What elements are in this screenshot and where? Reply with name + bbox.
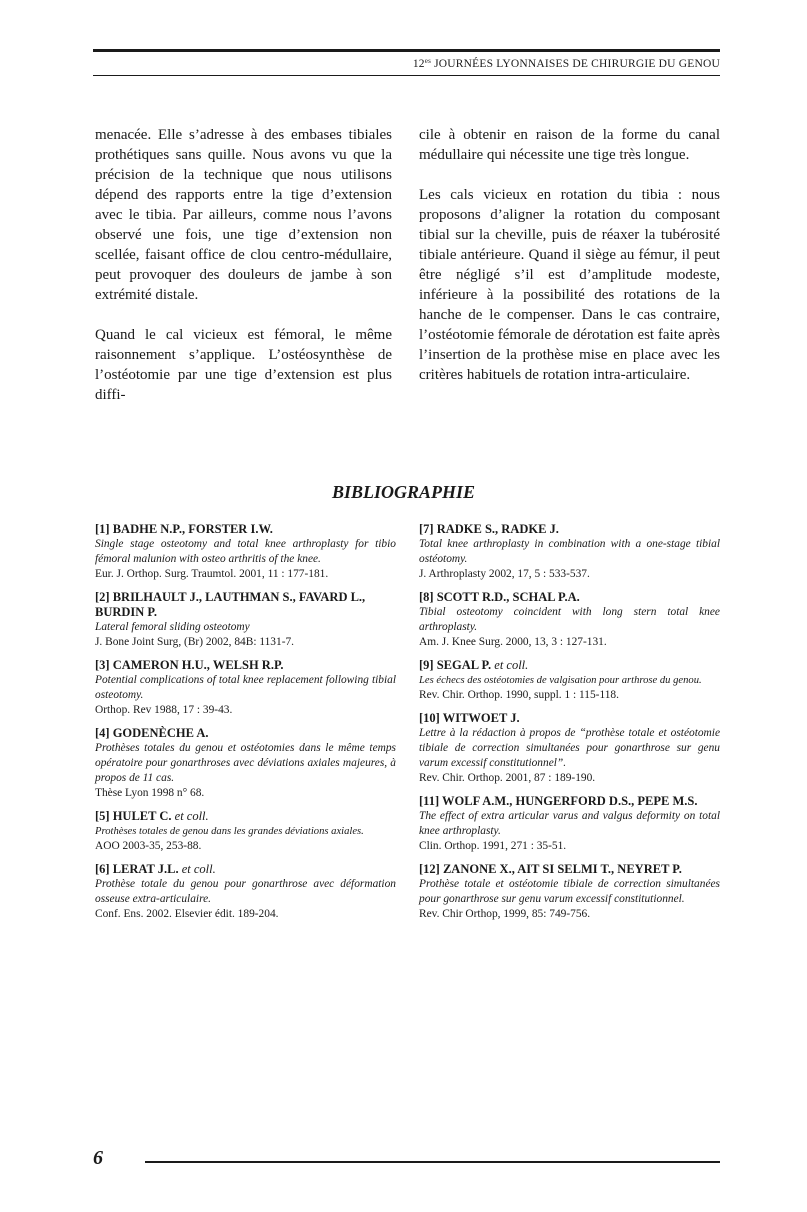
reference-source: Am. J. Knee Surg. 2000, 13, 3 : 127-131. <box>419 636 607 648</box>
reference-title: Lateral femoral sliding osteotomy <box>95 621 250 633</box>
bibliography-column-right <box>419 522 720 930</box>
reference-item <box>419 862 720 922</box>
reference-source: Eur. J. Orthop. Surg. Traumtol. 2001, 11 : 177-181. <box>95 568 329 580</box>
reference-item <box>419 590 720 650</box>
reference-title: Prothèse totale du genou pour gonarthrose avec déformation osseuse extra-articulaire. <box>95 878 396 905</box>
reference-item <box>419 658 720 703</box>
header-title-rest: JOURNÉES LYONNAISES DE CHIRURGIE DU GENOU <box>431 58 720 70</box>
body-paragraph: Les cals vicieux en rotation du tibia : nous proposons d’aligner la rotation du composant tibial sur la cheville, puis de réaxer la tubérosité tibiale antérieure. Quand il siège au fémur, il peut être négligé s’il est d’amplitude modeste, inférieure à la possibilité des rotations de la hanche de le compenser. Dans le cas contraire, l’ostéotomie fémorale de dérotation est faite après l’insertion de la prothèse mise en place avec les critères habituels de rotation intra-articulaire. <box>419 187 720 383</box>
reference-authors: [12] ZANONE X., AIT SI SELMI T., NEYRET P. <box>419 862 682 876</box>
reference-etcoll: et coll. <box>181 862 216 876</box>
reference-source: Rev. Chir. Orthop. 2001, 87 : 189-190. <box>419 772 596 784</box>
reference-authors: [9] SEGAL P. et coll. <box>419 658 529 672</box>
header-title-prefix: 12 <box>412 58 425 70</box>
reference-item <box>95 809 396 854</box>
reference-authors: [11] WOLF A.M., HUNGERFORD D.S., PEPE M.S. <box>419 794 698 808</box>
reference-item <box>95 590 396 650</box>
footer-rule <box>145 1161 720 1163</box>
body-column-left <box>95 125 392 425</box>
reference-title: The effect of extra articular varus and valgus deformity on total knee arthroplasty. <box>419 810 720 837</box>
page-number: 6 <box>93 1147 103 1169</box>
running-header <box>413 57 720 70</box>
reference-authors: [2] BRILHAULT J., LAUTHMAN S., FAVARD L., BURDIN P. <box>95 590 366 619</box>
body-paragraph: Quand le cal vicieux est fémoral, le même raisonnement s’applique. L’ostéosynthèse de l’ostéotomie par une tige d’extension est plus diffi- <box>95 327 392 403</box>
reference-source: Rev. Chir. Orthop. 1990, suppl. 1 : 115-118. <box>419 689 619 701</box>
reference-title: Total knee arthroplasty in combination with a one-stage tibial ostéotomy. <box>419 538 720 565</box>
bibliography-title: BIBLIOGRAPHIE <box>331 482 476 502</box>
reference-title: Les échecs des ostéotomies de valgisation pour arthrose du genou. <box>419 675 702 686</box>
reference-authors: [3] CAMERON H.U., WELSH R.P. <box>95 658 284 672</box>
reference-authors: [6] LERAT J.L. et coll. <box>95 862 216 876</box>
reference-etcoll: et coll. <box>494 658 529 672</box>
reference-authors: [7] RADKE S., RADKE J. <box>419 522 559 536</box>
reference-authors: [10] WITWOET J. <box>419 711 520 725</box>
reference-item <box>419 711 720 786</box>
reference-authors: [4] GODENÈCHE A. <box>95 726 209 740</box>
reference-item <box>419 794 720 854</box>
reference-etcoll: et coll. <box>174 809 209 823</box>
reference-title: Tibial osteotomy coincident with long stern total knee arthroplasty. <box>419 606 720 633</box>
reference-source: AOO 2003-35, 253-88. <box>95 840 202 852</box>
body-paragraph: menacée. Elle s’adresse à des embases tibiales prothétiques sans quille. Nous avons vu que la précision de la technique que nous utilisons dépend des rapports entre la tige d’extension avec le tibia. Par ailleurs, comme nous l’avons observé une fois, une tige d’extension non scellée, faisant office de clou centro-médullaire, peut provoquer des douleurs de jambe à son extrémité distale. <box>95 127 392 303</box>
reference-title: Single stage osteotomy and total knee arthroplasty for tibio fémoral malunion with osteo arthritis of the knee. <box>95 538 396 565</box>
reference-source: Thèse Lyon 1998 n° 68. <box>95 787 205 799</box>
reference-source: Rev. Chir Orthop, 1999, 85: 749-756. <box>419 908 591 920</box>
reference-title: Prothèses totales de genou dans les grandes déviations axiales. <box>95 826 364 837</box>
bibliography-column-left <box>95 522 396 930</box>
reference-title: Lettre à la rédaction à propos de “prothèse totale et ostéotomie tibiale de correction simultanées pour gonarthrose sur genu varum excessif constitutionnel”. <box>419 727 720 769</box>
reference-authors: [5] HULET C. et coll. <box>95 809 209 823</box>
reference-item <box>95 726 396 801</box>
reference-authors: [8] SCOTT R.D., SCHAL P.A. <box>419 590 580 604</box>
reference-source: Orthop. Rev 1988, 17 : 39-43. <box>95 704 233 716</box>
header-title-superscript: es <box>424 57 431 65</box>
reference-authors: [1] BADHE N.P., FORSTER I.W. <box>95 522 273 536</box>
header-top-rule <box>93 49 720 52</box>
body-paragraph: cile à obtenir en raison de la forme du canal médullaire qui nécessite une tige très longue. <box>419 127 720 163</box>
reference-title: Prothèse totale et ostéotomie tibiale de correction simultanées pour gonarthrose sur genu varum excessif constitutionnel. <box>419 878 720 905</box>
reference-title: Potential complications of total knee replacement following tibial osteotomy. <box>95 674 396 701</box>
body-column-right <box>419 125 720 405</box>
reference-source: J. Bone Joint Surg, (Br) 2002, 84B: 1131-7. <box>95 636 295 648</box>
reference-item <box>95 862 396 922</box>
reference-source: Clin. Orthop. 1991, 271 : 35-51. <box>419 840 567 852</box>
header-rule <box>93 75 720 76</box>
reference-item <box>95 658 396 718</box>
reference-title: Prothèses totales du genou et ostéotomies dans le même temps opératoire pour gonarthroses avec déviations axiales majeures, à propos de 11 cas. <box>95 742 396 784</box>
reference-source: J. Arthroplasty 2002, 17, 5 : 533-537. <box>419 568 590 580</box>
reference-item <box>95 522 396 582</box>
reference-item <box>419 522 720 582</box>
reference-source: Conf. Ens. 2002. Elsevier édit. 189-204. <box>95 908 279 920</box>
